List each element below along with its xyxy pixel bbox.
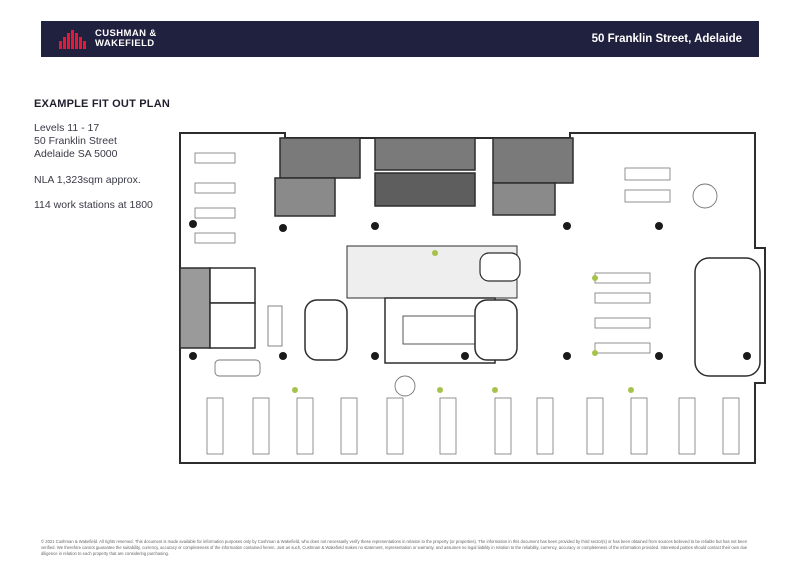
plan-heading: EXAMPLE FIT OUT PLAN: [34, 98, 170, 110]
header-bar: [41, 21, 759, 57]
brand-logo: [59, 29, 157, 49]
brand-line-1: CUSHMAN &: [95, 28, 157, 39]
brand-name: [95, 29, 157, 49]
city-text: Adelaide SA 5000: [34, 148, 118, 160]
street-text: 50 Franklin Street: [34, 135, 117, 147]
levels-text: Levels 11 - 17: [34, 122, 100, 134]
workstations-text: 114 work stations at 1800: [34, 199, 153, 211]
floor-plan-icon: [175, 128, 770, 468]
legal-disclaimer: © 2021 Cushman & Wakefield. All rights reserved. This document is made available for information purposes only by Cushman & Wakefield, who does not necessarily verify these representations in relation to the property (or properties). The information in this document has been provided by third sector(s) or has been obtained from sources believed to be reliable but has not been verified. We therefore cannot guarantee the suitability, currency, accuracy or completeness of the information contained herein. Just as such, Cushman & Wakefield makes no statement, representation or warranty, and assumes no legal liability in relation to the reliability, currency, accuracy or completeness of the information provided. Interested parties should contact their own due diligence in relation to each property that are considering purchasing.: [41, 539, 748, 556]
cushman-wakefield-logo-icon: [59, 29, 89, 49]
property-address-title: 50 Franklin Street, Adelaide: [591, 33, 742, 45]
nla-text: NLA 1,323sqm approx.: [34, 174, 141, 186]
brand-line-2: WAKEFIELD: [95, 38, 155, 49]
